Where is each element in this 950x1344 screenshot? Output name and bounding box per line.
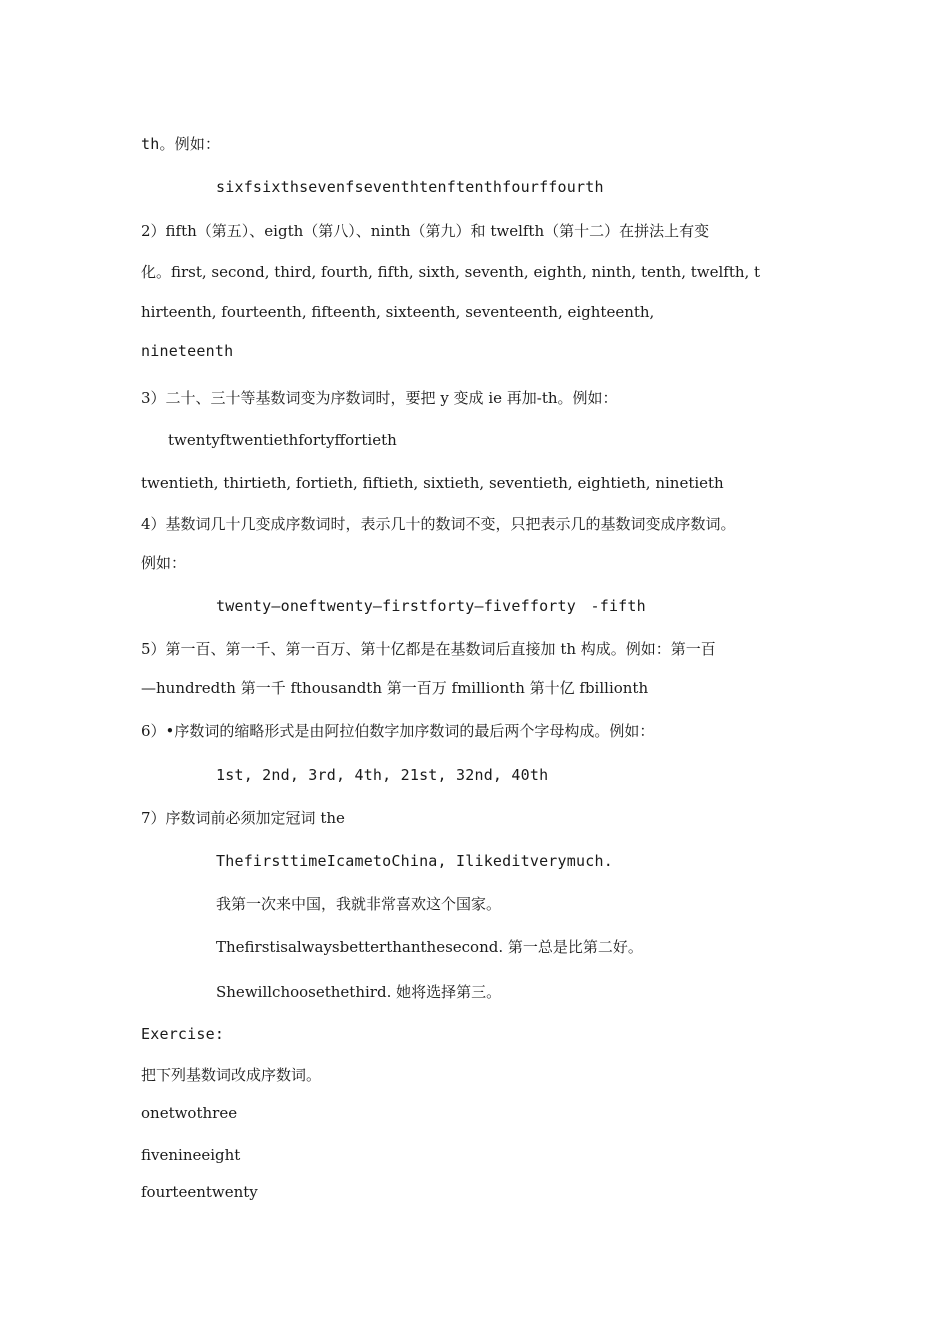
text-line-5: hirteenth, fourteenth, fifteenth, sixteenth, seventeenth, eighteenth,	[141, 303, 655, 321]
text-line-3: 2）fifth（第五）、eigth（第八）、ninth（第九）和 twelfth（第十二）在拼法上有变	[141, 222, 710, 240]
text-line-20: Thefirstisalwaysbetterthanthesecond. 第一总是比第二好。	[216, 938, 643, 956]
text-line-23: 把下列基数词改成序数词。	[141, 1066, 322, 1084]
text-line-10: 4）基数词几十几变成序数词时，表示几十的数词不变，只把表示几的基数词变成序数词。	[141, 515, 736, 533]
text-line-26: fourteentwenty	[141, 1183, 258, 1201]
text-line-22: Exercise:	[141, 1025, 225, 1043]
text-line-12: twenty—oneftwenty—firstforty—fiveffortyﾠ-fifth	[216, 597, 646, 615]
text-line-6: nineteenth	[141, 342, 234, 360]
text-line-13: 5）第一百、第一千、第一百万、第十亿都是在基数词后直接加 th 构成。例如：第一百	[141, 640, 716, 658]
text-line-19: 我第一次来中国，我就非常喜欢这个国家。	[216, 895, 502, 913]
text-line-18: ThefirsttimeIcametoChina, Ilikeditverymuch.	[216, 852, 613, 870]
text-line-7: 3）二十、三十等基数词变为序数词时，要把 y 变成 ie 再加-th。例如：	[141, 389, 618, 407]
text-line-25: fivenineeight	[141, 1146, 241, 1164]
text-line-15: 6）•序数词的缩略形式是由阿拉伯数字加序数词的最后两个字母构成。例如：	[141, 722, 655, 740]
text-line-1: th。例如：	[141, 135, 221, 153]
text-line-24: onetwothree	[141, 1104, 238, 1122]
text-line-21: Shewillchoosethethird. 她将选择第三。	[216, 983, 502, 1001]
text-line-14: —hundredth 第一千 fthousandth 第一百万 fmillionth 第十亿 fbillionth	[141, 679, 649, 697]
text-line-2: sixfsixthsevenfseventhtenftenthfourffourth	[216, 178, 604, 196]
text-line-8: twentyftwentiethfortyffortieth	[168, 431, 397, 449]
text-line-4: 化。first, second, third, fourth, fifth, sixth, seventh, eighth, ninth, tenth, twelfth, t	[141, 263, 761, 281]
text-line-17: 7）序数词前必须加定冠词 the	[141, 809, 345, 827]
text-line-9: twentieth, thirtieth, fortieth, fiftieth, sixtieth, seventieth, eightieth, ninetieth	[141, 474, 724, 492]
text-line-16: 1st, 2nd, 3rd, 4th, 21st, 32nd, 40th	[216, 766, 549, 784]
text-line-11: 例如：	[141, 554, 187, 572]
